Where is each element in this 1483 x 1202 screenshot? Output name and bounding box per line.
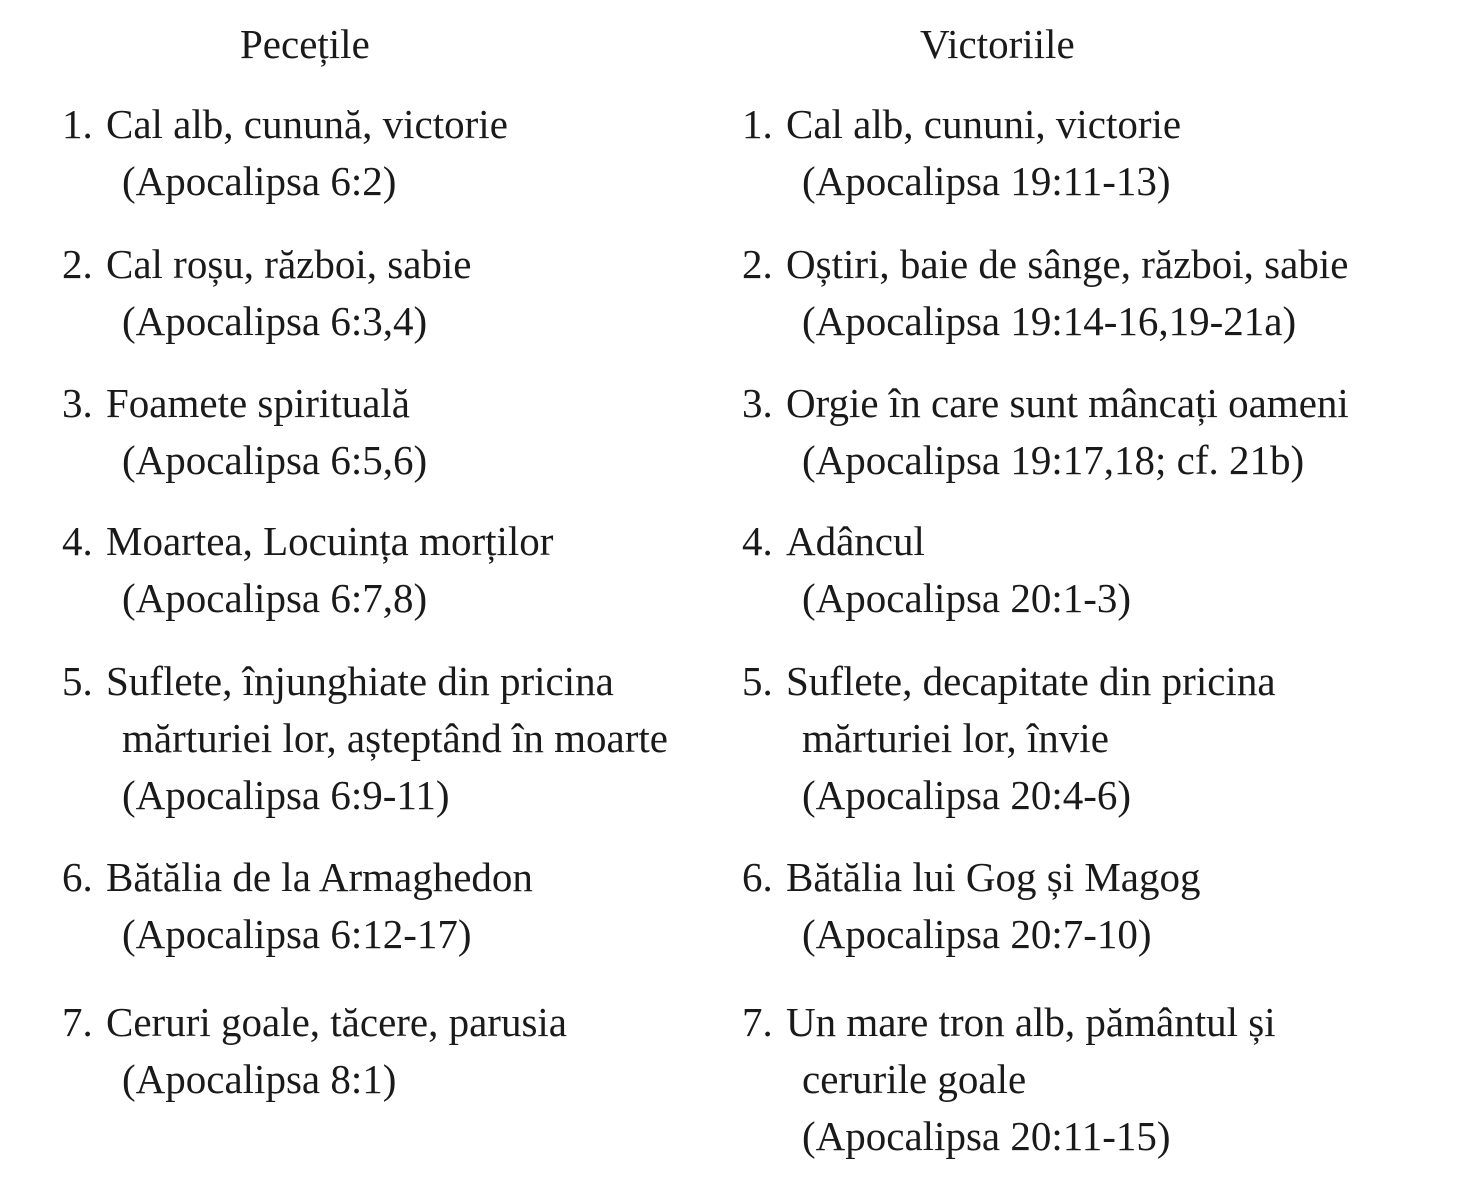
item-text: Foamete spirituală <box>106 380 410 426</box>
item-reference: (Apocalipsa 20:1-3) <box>802 575 1132 621</box>
item-text: Suflete, decapitate din pricina <box>786 658 1276 704</box>
item-number: 4. <box>742 518 773 564</box>
item-text: Adâncul <box>786 518 925 564</box>
seal-item-7 <box>62 994 567 1108</box>
item-number: 5. <box>62 658 93 704</box>
item-number: 3. <box>742 380 773 426</box>
item-number: 6. <box>742 854 773 900</box>
item-number: 7. <box>62 999 93 1045</box>
item-number: 5. <box>742 658 773 704</box>
item-reference: (Apocalipsa 6:12-17) <box>122 911 472 957</box>
item-reference: (Apocalipsa 19:17,18; cf. 21b) <box>802 437 1305 483</box>
item-number: 1. <box>62 101 93 147</box>
item-number: 4. <box>62 518 93 564</box>
seal-item-1 <box>62 96 508 210</box>
item-reference: (Apocalipsa 6:9-11) <box>122 772 450 818</box>
item-text: Ceruri goale, tăcere, parusia <box>106 999 568 1045</box>
item-number: 2. <box>62 241 93 287</box>
item-text: Cal alb, cununi, victorie <box>786 101 1182 147</box>
seal-item-4 <box>62 513 553 627</box>
item-number: 2. <box>742 241 773 287</box>
item-reference: (Apocalipsa 20:4-6) <box>802 772 1132 818</box>
item-reference: (Apocalipsa 20:11-15) <box>802 1113 1171 1159</box>
victory-item-7 <box>742 994 1276 1165</box>
seal-item-3 <box>62 375 427 489</box>
item-number: 7. <box>742 999 773 1045</box>
item-reference: (Apocalipsa 19:11-13) <box>802 158 1171 204</box>
victories-column-title: Victoriile <box>920 21 1075 67</box>
victory-item-5 <box>742 653 1276 824</box>
seal-item-5 <box>62 653 668 824</box>
victory-item-1 <box>742 96 1181 210</box>
item-text: Oștiri, baie de sânge, război, sabie <box>786 241 1349 287</box>
item-number: 6. <box>62 854 93 900</box>
item-text: Moartea, Locuința morților <box>106 518 554 564</box>
item-text: Cal roșu, război, sabie <box>106 241 472 287</box>
item-text: Cal alb, cunună, victorie <box>106 101 508 147</box>
item-reference: (Apocalipsa 6:7,8) <box>122 575 428 621</box>
item-text-continued: cerurile goale <box>802 1056 1027 1102</box>
item-reference: (Apocalipsa 6:3,4) <box>122 298 428 344</box>
item-reference: (Apocalipsa 8:1) <box>122 1056 397 1102</box>
item-reference: (Apocalipsa 6:2) <box>122 158 397 204</box>
item-number: 1. <box>742 101 773 147</box>
victory-item-4 <box>742 513 1131 627</box>
item-number: 3. <box>62 380 93 426</box>
seal-item-6 <box>62 849 533 963</box>
victory-item-6 <box>742 849 1201 963</box>
item-text: Bătălia lui Gog și Magog <box>786 854 1201 900</box>
seal-item-2 <box>62 236 471 350</box>
item-text: Un mare tron alb, pământul și <box>786 999 1276 1045</box>
item-text: Suflete, înjunghiate din pricina <box>106 658 614 704</box>
seals-column-title: Pecețile <box>240 21 370 67</box>
item-reference: (Apocalipsa 20:7-10) <box>802 911 1152 957</box>
victory-item-3 <box>742 375 1349 489</box>
item-text: Bătălia de la Armaghedon <box>106 854 533 900</box>
item-text-continued: mărturiei lor, așteptând în moarte <box>122 715 668 761</box>
item-reference: (Apocalipsa 19:14-16,19-21a) <box>802 298 1297 344</box>
item-text: Orgie în care sunt mâncați oameni <box>786 380 1349 426</box>
victory-item-2 <box>742 236 1348 350</box>
item-text-continued: mărturiei lor, învie <box>802 715 1109 761</box>
item-reference: (Apocalipsa 6:5,6) <box>122 437 428 483</box>
